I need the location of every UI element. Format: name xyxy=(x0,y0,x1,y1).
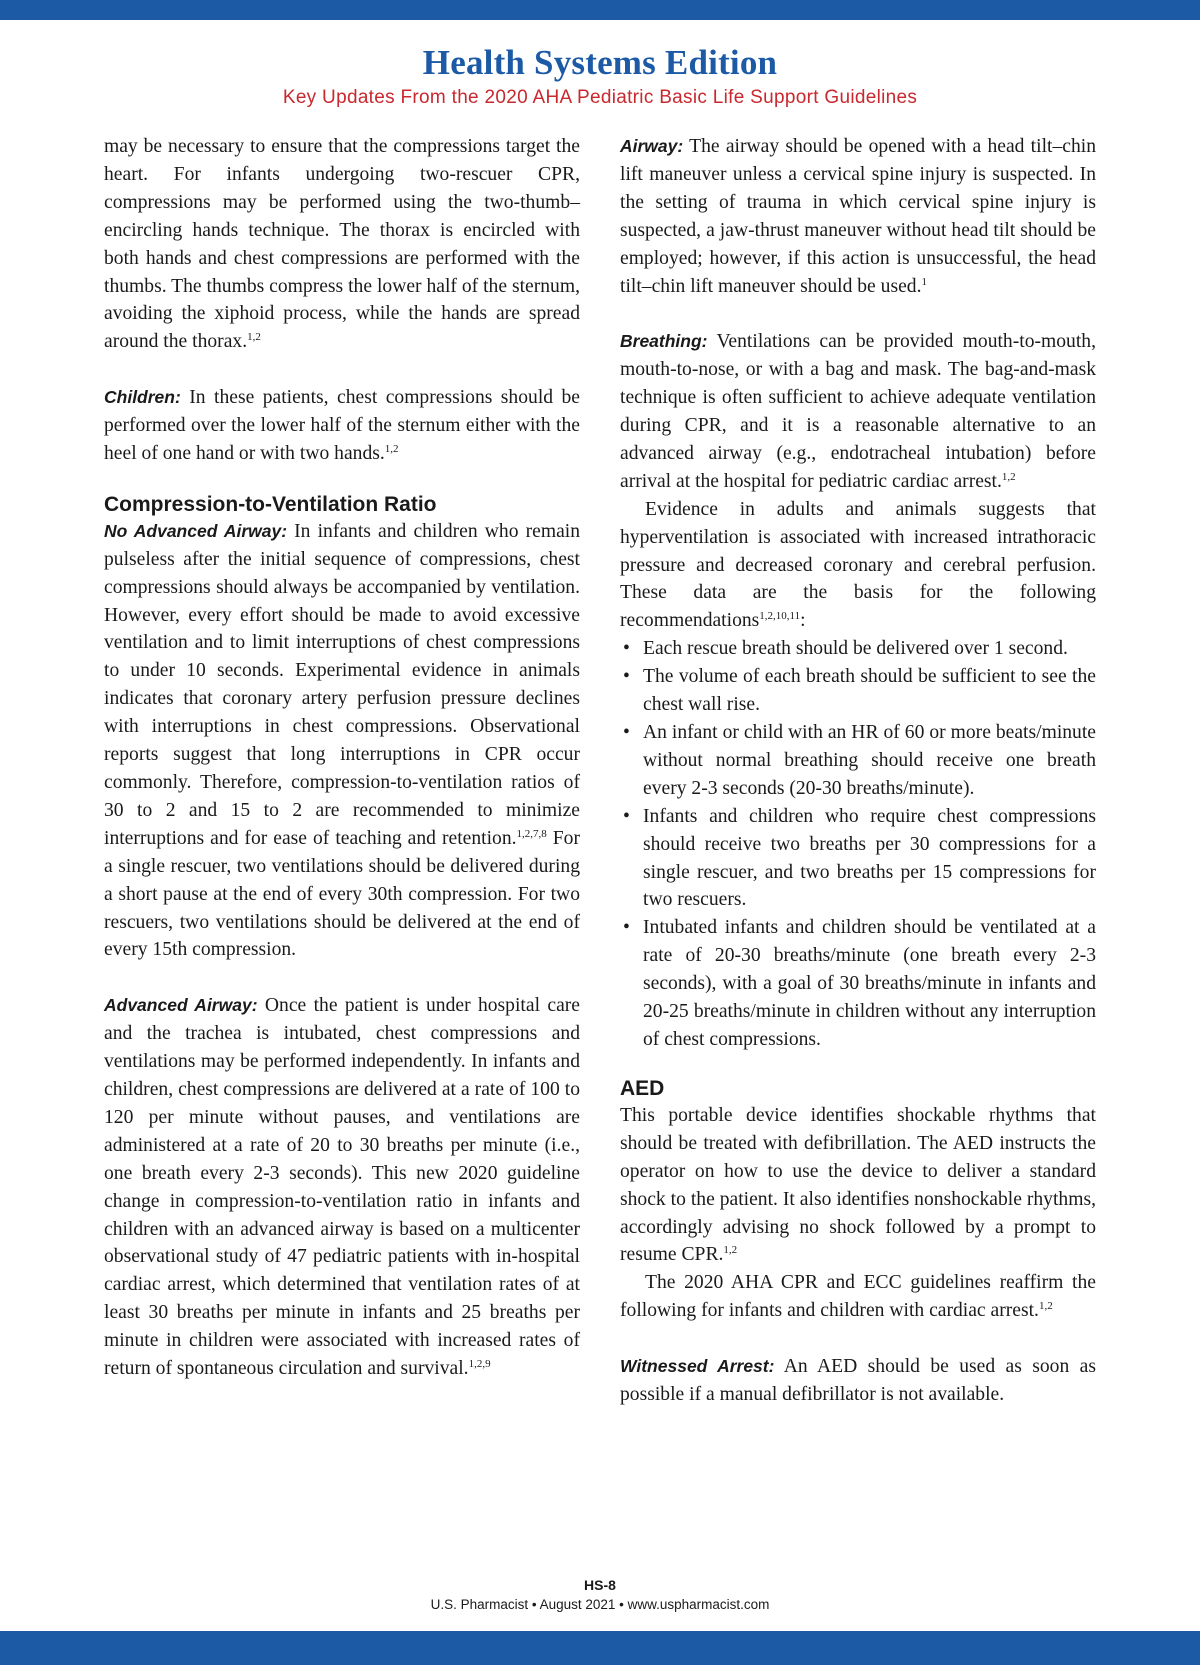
masthead xyxy=(0,42,1200,110)
bullet-icon: • xyxy=(623,666,630,688)
run-in-heading-witnessed-arrest: Witnessed Arrest: xyxy=(620,1356,775,1377)
bottom-color-bar xyxy=(0,1631,1200,1665)
citation: 1,2 xyxy=(247,331,261,344)
run-in-heading-no-advanced-airway: No Advanced Airway: xyxy=(104,520,288,541)
run-in-heading-airway: Airway: xyxy=(620,136,684,156)
citation: 1,2 xyxy=(1001,470,1016,483)
left-column xyxy=(104,133,580,1383)
bullet-icon: • xyxy=(623,805,630,827)
citation: 1 xyxy=(921,275,927,288)
page-footer xyxy=(0,1576,1200,1614)
page-number: HS-8 xyxy=(584,1577,616,1593)
run-in-heading-children: Children: xyxy=(104,387,181,408)
top-color-bar xyxy=(0,0,1200,20)
right-column xyxy=(620,133,1096,1409)
paragraph-witnessed-arrest: Witnessed Arrest: An AED should be used as soon as possible if a manual defibrillator is not available. xyxy=(620,1356,1096,1405)
recommendations-list xyxy=(620,635,1096,1054)
section-heading-aed: AED xyxy=(620,1076,665,1100)
paragraph-aed: This portable device identifies shockable rhythms that should be treated with defibrillation. The AED instructs the operator on how to use the device to deliver a standard shock to the patient. It also identifies nonshockable rhythms, accordingly advising no shock followed by a prompt to resume CPR.$^{1,2}$ xyxy=(620,1104,1096,1266)
citation: 1,2 xyxy=(723,1244,738,1257)
list-item: • The volume of each breath should be sufficient to see the chest wall rise. xyxy=(620,663,1096,719)
bullet-icon: • xyxy=(623,638,630,660)
page-title: Health Systems Edition xyxy=(422,43,778,82)
citation: 1,2,7,8 xyxy=(516,827,547,840)
paragraph-reaffirm: The 2020 AHA CPR and ECC guidelines reaffirm the following for infants and children with cardiac arrest.$^{1,2}$ xyxy=(620,1272,1096,1322)
paragraph-compression-technique: may be necessary to ensure that the compressions target the heart. For infants undergoing two-rescuer CPR, compressions may be performed using the two-thumb–encircling hands technique. The thorax is encircled with both hands and chest compressions are performed with the thumbs. The thumbs compress the lower half of the sternum, avoiding the xiphoid process, while the hands are spread around the thorax.$^{1,2}$ xyxy=(104,136,580,353)
paragraph-advanced-airway: Advanced Airway: Once the patient is under hospital care and the trachea is intubated, chest compressions and ventilations may be performed independently. In infants and children, chest compressions are delivered at a rate of 100 to 120 per minute without pauses, and ventilations are administered at a rate of 20 to 30 breaths per minute (i.e., one breath every 2-3 seconds). This new 2020 guideline change in compression-to-ventilation ratio in infants and children with an advanced airway is based on a multicenter observational study of 47 pediatric patients with in-hospital cardiac arrest, which determined that ventilation rates of at least 30 breaths per minute in infants and 25 breaths per minute in children were associated with increased rates of return of spontaneous circulation and survival.$^{1,2,9}$ xyxy=(104,995,580,1380)
paragraph-breathing: Breathing: Ventilations can be provided mouth-to-mouth, mouth-to-nose, or with a bag and mask. The bag-and-mask technique is often sufficient to achieve adequate ventilation during CPR, and it is a reasonable alternative to an advanced airway (e.g., endotracheal intubation) before arrival at the hospital for pediatric cardiac arrest.$^{1,2}$ xyxy=(620,331,1096,492)
list-item: • Intubated infants and children should be ventilated at a rate of 20-30 breaths/minute (one breath every 2-3 seconds), with a goal of 30 breaths/minute in infants and 20-25 breaths/minute in children without any interruption of chest compressions. xyxy=(620,914,1096,1054)
citation: 1,2 xyxy=(384,442,399,455)
paragraph-no-advanced-airway: No Advanced Airway: In infants and children who remain pulseless after the initial sequence of compressions, chest compressions should always be accompanied by ventilation. However, every effort should be made to avoid excessive ventilation and to limit interruptions of chest compressions to under 10 seconds. Experimental evidence in animals indicates that coronary artery perfusion pressure declines with interruptions in chest compressions. Observational reports suggest that long interruptions in CPR occur commonly. Therefore, compression-to-ventilation ratios of 30 to 2 and 15 to 2 are recommended to minimize interruptions and for ease of teaching and retention.$^{1,2,7,8}$ For a single rescuer, two ventilations should be delivered during a short pause at the end of every 30th compression. For two rescuers, two ventilations should be delivered at the end of every 15th compression. xyxy=(104,520,581,961)
list-item: • Each rescue breath should be delivered over 1 second. xyxy=(620,635,1096,663)
list-item: • Infants and children who require chest compressions should receive two breaths per 30 compressions for a single rescuer, and two breaths per 15 compressions for two rescuers. xyxy=(620,803,1096,915)
bullet-icon: • xyxy=(623,722,630,744)
list-item: • An infant or child with an HR of 60 or more beats/minute without normal breathing should receive one breath every 2-3 seconds (20-30 breaths/minute). xyxy=(620,719,1096,803)
publication-info: U.S. Pharmacist • August 2021 • www.uspharmacist.com xyxy=(430,1597,770,1612)
page-subtitle: Key Updates From the 2020 AHA Pediatric Basic Life Support Guidelines xyxy=(282,87,918,108)
paragraph-airway: Airway: The airway should be opened with a head tilt–chin lift maneuver unless a cervical spine injury is suspected. In the setting of trauma in which cervical spine injury is suspected, a jaw-thrust maneuver without head tilt should be employed; however, if this action is unsuccessful, the head tilt–chin lift maneuver should be used.$^1$ xyxy=(620,136,1096,297)
section-heading-compression-ventilation: Compression-to-Ventilation Ratio xyxy=(104,492,437,516)
citation: 1,2 xyxy=(1038,1300,1053,1313)
bullet-icon: • xyxy=(623,917,630,939)
citation: 1,2,9 xyxy=(468,1358,491,1371)
citation: 1,2,10,11 xyxy=(759,610,801,623)
paragraph-evidence: Evidence in adults and animals suggests that hyperventilation is associated with increased intrathoracic pressure and decreased coronary and cerebral perfusion. These data are the basis for the following recommendations$^{1,2,10,11}$: xyxy=(620,498,1096,632)
paragraph-children: Children: In these patients, chest compressions should be performed over the lower half of the sternum either with the heel of one hand or with two hands.$^{1,2}$ xyxy=(104,387,580,464)
run-in-heading-breathing: Breathing: xyxy=(620,331,708,352)
run-in-heading-advanced-airway: Advanced Airway: xyxy=(104,995,258,1016)
